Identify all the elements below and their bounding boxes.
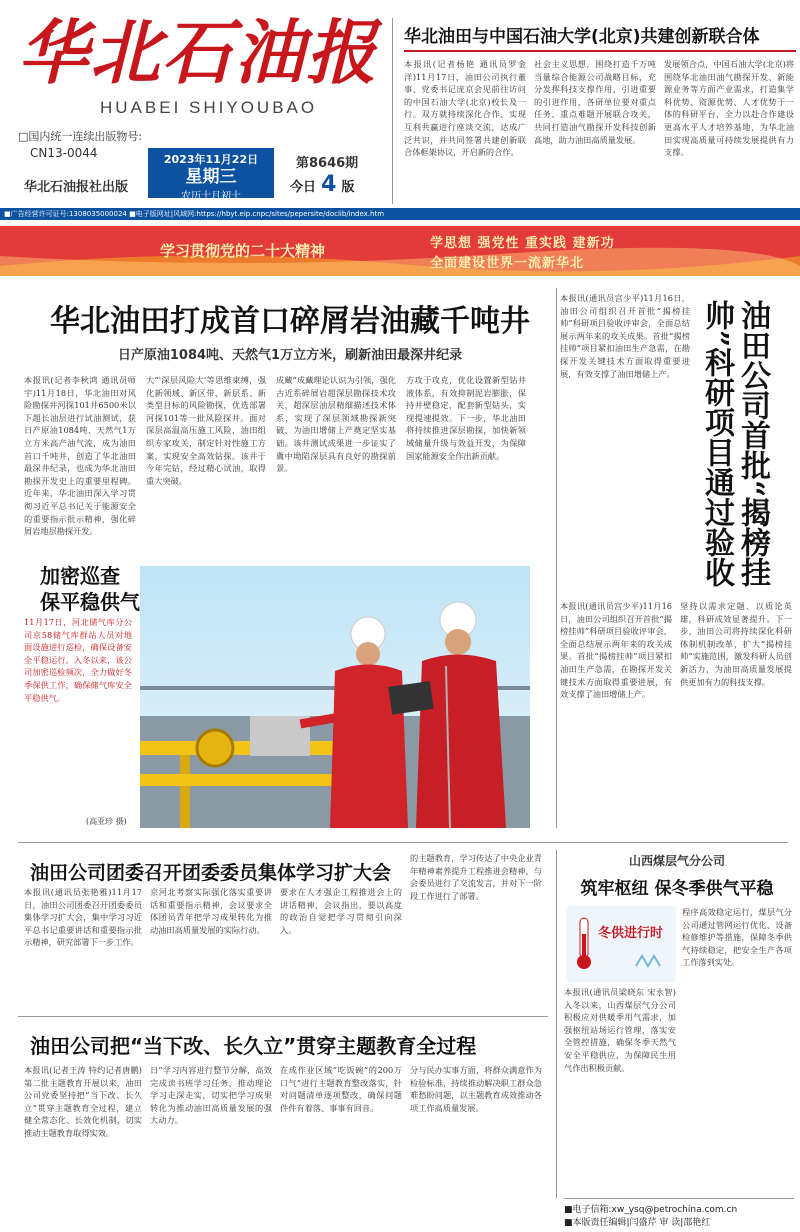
top-story-col1: 本报讯(记者杨艳 通讯员罗金洋)11月17日，油田公司执行董事、党委书记庞京会见前往访问的中国石油大学(北京)校长及一行。双方就持续深化合作、实现互利共赢进行座谈交流，达成广泛共识，并共同签署共建创新联合体框架协议，开启新的合作。 — [404, 59, 526, 158]
right-story-title: 油田公司首批“揭榜挂帅”科研项目通过验收 — [699, 300, 770, 588]
right-story-col1b: 本报讯(通讯员宫少平)11月16日，油田公司组织召开首批“揭榜挂帅”科研项目验收评审会，全面总结展示两年来的攻关成果。首批“揭榜挂帅”项目紧扣油田生产急需，在勘探开发关键技术方面取得重要进展，有效支撑了油田增储上产。 — [560, 601, 672, 700]
theme-story-col3: 在成作业区域“吃饭碗”的200万口气”进行主题教育整改落实，针对问题清单逐项整改，确保问题件件有着落、事事有回音。 — [280, 1065, 402, 1113]
workers-illustration — [140, 566, 530, 828]
main-story-subtitle: 日产原油1084吨、天然气1万立方米，刷新油田最深井纪录 — [117, 348, 463, 363]
footer-box — [564, 1198, 794, 1228]
masthead-divider — [392, 18, 393, 204]
masthead-pinyin: HUABEI SHIYOUBAO — [100, 98, 318, 117]
right-story-col2: 坚持以需求定题、以质论英雄，科研成效显著提升。下一步，油田公司将持续深化科研体制机制改革，扩大“揭榜挂帅”实施范围，激发科研人员创新活力，为油田高质量发展提供更加有力的科技支撑。 — [680, 601, 792, 687]
section-rule — [18, 842, 788, 843]
banner-left: 学习贯彻党的二十大精神 — [160, 242, 326, 260]
right-story-divider — [556, 288, 557, 828]
theme-story-col1: 本报讯(记者王涛 特约记者唐鹏)第二批主题教育开展以来，油田公司党委坚持把“当下改、长久立”贯穿主题教育全过程，建立健全常态化、长效化机制，切实推动主题教育取得实效。 — [24, 1065, 142, 1138]
date-box — [148, 148, 274, 202]
top-story-col2: 社会主义思想，围绕打造千万吨当量综合能源公司战略目标，充分发挥科技支撑作用，引进重要的引进作用，各研单位要对重点任务、重点难题开展联合攻关，共同打造油气勘探开发科技创新高地，助力油田高质量发展。 — [534, 59, 656, 145]
issue-number: 第8646期 — [296, 156, 359, 171]
top-story-title: 华北油田与中国石油大学(北京)共建创新联合体 — [404, 27, 760, 47]
pages-unit: 版 — [341, 180, 355, 195]
cn-label: □国内统一连续出版物号: — [18, 130, 143, 143]
footer-email: ■电子信箱:xw_ysq@petrochina.com.cn — [564, 1205, 738, 1215]
youth-story-title: 油田公司团委召开团委委员集体学习扩大会 — [30, 862, 392, 884]
banner-right-1: 学思想 强党性 重实践 建新功 — [430, 236, 615, 251]
main-story-col1: 本报讯(记者李秋鸿 通讯员师宇)11月18日，华北油田对风险勘探井河探101井6500米以下超长油层进行试油测试，获日产原油1084吨、天然气1万立方米高产油气流，成为油田首口千吨井，创造了华北油田最深井纪录，也成为华北油田勘探开发史上的重要里程碑。近年来，华北油田深入学习贯彻习近平总书记关于能源安全的重要指示批示精神，强化碎屑岩地层勘探开发。 — [24, 375, 136, 537]
footer-editor: ■本版责任编辑|闫盛芹 审 读|邵艳红 — [564, 1218, 711, 1228]
lunar-date: 农历十月初十 — [181, 191, 241, 202]
pages-number: 4 — [321, 172, 337, 197]
gas-story-body: 本报讯(通讯员梁晓东 宋永智)入冬以来，山西煤层气分公司积极应对供暖季用气需求，加强枢纽站场运行管理，落实安全管控措施，确保冬季天然气安全平稳供应，为保障民生用气作出积极贡献。 — [564, 987, 676, 1073]
theme-banner — [0, 226, 800, 276]
theme-story-col2: 日”学习内容进行整节分解，高效完成读书班学习任务，推动理论学习走深走实，切实把学习成果转化为推动油田高质量发展的强大动力。 — [150, 1065, 272, 1126]
cn-number: CN13-0044 — [30, 146, 98, 160]
oilfield-photo — [140, 566, 530, 828]
today-label: 今日 — [290, 180, 317, 195]
gas-story-kicker: 山西煤层气分公司 — [628, 854, 725, 868]
main-story-col2: 大“'深层风险大'等思维束缚，强化新领域、新区带、新层系、新类型目标的风险勘探，优选部署河探101等一批风险探井。面对深层高温高压施工风险，油田组织专家攻关，制定针对性施工方案，实现安全高效钻探。该井于今年完钻，经过精心试油，取得重大突破。 — [146, 375, 266, 486]
main-story-col4: 方攻于攻克，优化设置新型钻井液体系，有效抑制泥岩膨胀，保持井壁稳定，配套新型钻头，实现提速提效。下一步，华北油田将持续推进深层勘探，加快新领域储量升级与效益开发，为保障国家能源安全作出新贡献。 — [406, 375, 526, 461]
masthead-title: 华北石油报 — [18, 11, 378, 94]
photo-credit: (高亚珍 摄) — [86, 817, 127, 826]
thermometer-icon — [566, 906, 676, 982]
top-story-rule — [404, 50, 796, 52]
youth-story-col4: 的主题教育，学习传达了中央企业青年精神素养提升工程推进会精神，与会委员进行了交流发言，并对下一阶段工作进行了部署。 — [410, 853, 542, 901]
main-story-title: 华北油田打成首口碎屑岩油藏千吨井 — [50, 304, 530, 339]
theme-rule — [18, 1016, 548, 1017]
gas-story-title: 筑牢枢纽 保冬季供气平稳 — [580, 879, 774, 899]
publisher: 华北石油报社出版 — [24, 180, 129, 195]
top-story-col3: 发展领合点，中国石油大学(北京)将围绕华北油田油气勘探开发、新能源业务等方面产业需求，打造集学科优势、资源优势、人才优势于一体的科研平台，全力以赴合作建设更高水平人才培养基地，为华北油田实现高质量可持续发展提供有力支撑。 — [664, 59, 794, 158]
weekday: 星期三 — [185, 167, 237, 187]
right-story-col1a: 本报讯(通讯员宫少平)11月16日，油田公司组织召开首批“揭榜挂帅”科研项目验收评审会，全面总结展示两年来的攻关成果。首批“揭榜挂帅”项目紧扣油田生产急需，在勘探开发关键技术方面取得重要进展，有效支撑了油田增储上产。 — [560, 293, 690, 379]
gas-story-col2: 程序高效稳定运行，煤层气分公司通过管网运行优化、设备检修维护等措施，保障冬季供气持续稳定，把安全生产各项工作落到实处。 — [682, 907, 792, 968]
theme-story-title: 油田公司把“当下改、长久立”贯穿主题教育全过程 — [30, 1034, 477, 1058]
pages-count — [290, 172, 355, 197]
info-bar: ■广告经营许可证号:1308035000024 ■电子版网址|风域网:https://hbyt.eip.cnpc/sites/pepersite/doclib/index.htm — [0, 208, 800, 220]
youth-story-col3: 要求在人才强企工程推进会上的讲话精神，会议指出，要以高度的政治自觉把学习贯彻引向深入。 — [280, 887, 402, 935]
cold-season-title: 冬供进行时 — [598, 926, 664, 941]
date: 2023年11月22日 — [163, 153, 259, 166]
cold-season-badge — [566, 906, 676, 982]
side-story-title-1: 加密巡查 — [40, 564, 120, 588]
youth-story-col2: 京河北考察实际强化落实重要讲话和重要指示精神，会议要求全体团员青年把学习成果转化为推动油田高质量发展的实际行动。 — [150, 887, 272, 935]
main-story-col3: 成藏“成藏理论认识为引领，强化古近系碎屑岩超深层勘探技术攻关，超深层油层精细描述技术体系，实现了深层领域勘探新突破，为油田增储上产奠定坚实基础。该井测试成果进一步证实了冀中坳陷深层具有良好的勘探前景。 — [276, 375, 396, 474]
side-story-title-2: 保平稳供气 — [40, 590, 140, 614]
banner-decoration — [0, 226, 800, 276]
side-story-body: 11月17日，河北储气库分公司京58储气库群站人员对地面设施进行巡检，确保设备安全平稳运行。入冬以来，该公司加密巡检频次，全力做好冬季保供工作，确保储气库安全平稳供气。 — [24, 617, 132, 703]
gas-divider — [556, 850, 557, 1198]
youth-story-col1: 本报讯(通讯员张艳雅)11月17日，油田公司团委召开团委委员集体学习扩大会，集中学习习近平总书记重要讲话和重要指示批示精神，研究部署下一步工作。 — [24, 887, 142, 948]
theme-story-col4: 分与民办实事方面，将群众满意作为检验标准，持续推动解决职工群众急难愁盼问题，以主题教育成效推动各项工作高质量发展。 — [410, 1065, 542, 1113]
banner-right-2: 全面建设世界一流新华北 — [430, 256, 585, 271]
